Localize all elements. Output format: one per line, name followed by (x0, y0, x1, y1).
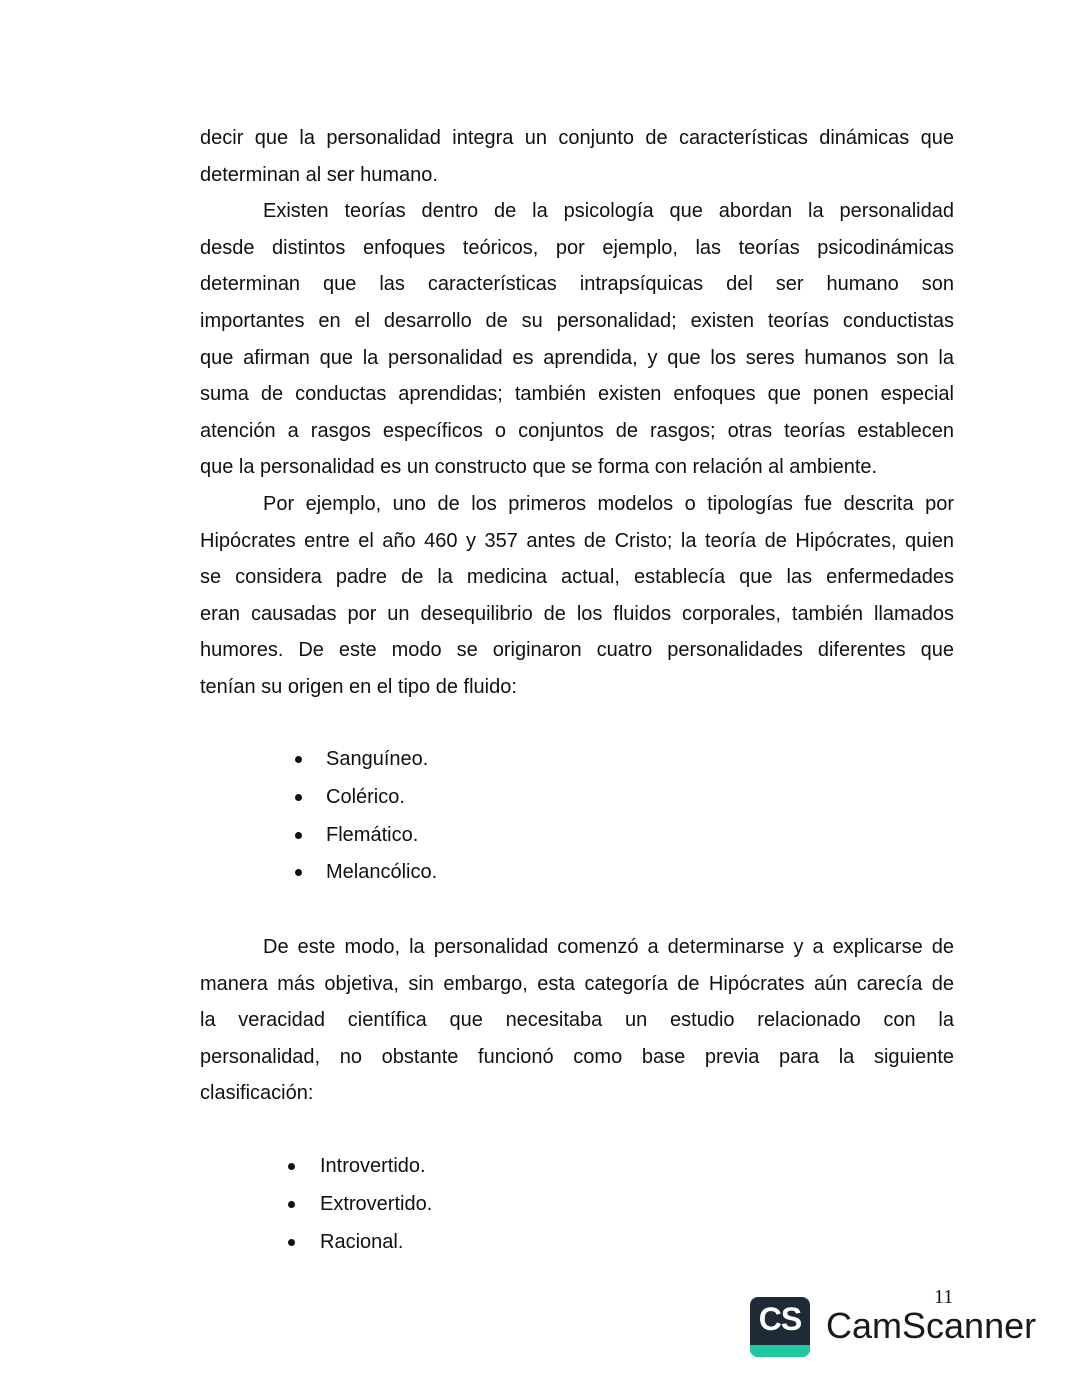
paragraph-line: tenían su origen en el tipo de fluido: (200, 675, 517, 698)
list-item (292, 1148, 432, 1186)
paragraph-line: la veracidad científica que necesitaba un estudio relacionado con la (200, 1009, 954, 1032)
paragraph-line: humores. De este modo se originaron cuatro personalidades diferentes que (200, 639, 954, 662)
list-item-label: Flemático. (326, 823, 419, 846)
list-item (299, 779, 437, 817)
paragraph-line: Por ejemplo, uno de los primeros modelos o tipologías fue descrita por (263, 492, 954, 515)
paragraph-line: decir que la personalidad integra un conjunto de características dinámicas que (200, 127, 954, 149)
logo-accent-bar (750, 1345, 810, 1357)
paragraph-line: personalidad, no obstante funcionó como base previa para la siguiente (200, 1045, 954, 1068)
list-item-label: Melancólico. (326, 861, 438, 884)
text-middle (200, 929, 954, 1112)
bullet-icon (288, 1163, 295, 1170)
bullet-icon (295, 832, 302, 839)
list-item (299, 741, 437, 779)
paragraph-line: clasificación: (200, 1082, 314, 1105)
bullet-icon (295, 794, 302, 801)
list-item-label: Introvertido. (320, 1155, 426, 1177)
text-top (200, 120, 954, 706)
list-item (292, 1224, 432, 1262)
paragraph-line: importantes en el desarrollo de su personalidad; existen teorías conductistas (200, 309, 954, 332)
paragraph-line: atención a rasgos específicos o conjuntos de rasgos; otras teorías establecen (200, 419, 954, 442)
bullet-icon (295, 756, 302, 763)
list-item (292, 1186, 432, 1224)
list-item-label: Extrovertido. (320, 1192, 433, 1215)
humores-list (299, 741, 437, 892)
list-item-label: Sanguíneo. (326, 748, 429, 770)
paragraph-line: que afirman que la personalidad es aprendida, y que los seres humanos son la (200, 346, 954, 369)
camscanner-brand: CamScanner (826, 1305, 1037, 1346)
page-number: 11 (934, 1286, 954, 1308)
paragraph-line: determinan al ser humano. (200, 163, 438, 186)
list-item (299, 854, 437, 892)
paragraph-line: De este modo, la personalidad comenzó a determinarse y a explicarse de (263, 936, 954, 958)
list-item-label: Racional. (320, 1230, 404, 1253)
paragraph-line: se considera padre de la medicina actual, establecía que las enfermedades (200, 566, 954, 589)
paragraph-line: desde distintos enfoques teóricos, por ejemplo, las teorías psicodinámicas (200, 236, 954, 259)
list-item-label: Colérico. (326, 785, 405, 808)
clasificacion-list (292, 1148, 432, 1261)
paragraph-line: Hipócrates entre el año 460 y 357 antes de Cristo; la teoría de Hipócrates, quien (200, 529, 954, 552)
paragraph-line: manera más objetiva, sin embargo, esta categoría de Hipócrates aún carecía de (200, 972, 954, 995)
bullet-icon (288, 1201, 295, 1208)
paragraph-line: eran causadas por un desequilibrio de los fluidos corporales, también llamados (200, 602, 954, 625)
logo-text: CS (758, 1301, 802, 1337)
paragraph-line: determinan que las características intrapsíquicas del ser humano son (200, 273, 954, 296)
paragraph-line: Existen teorías dentro de la psicología que abordan la personalidad (263, 200, 954, 223)
camscanner-logo-icon (750, 1297, 810, 1357)
bullet-icon (288, 1239, 295, 1246)
list-item (299, 817, 437, 855)
paragraph-line: que la personalidad es un constructo que se forma con relación al ambiente. (200, 456, 878, 479)
bullet-icon (295, 869, 302, 876)
paragraph-line: suma de conductas aprendidas; también existen enfoques que ponen especial (200, 383, 954, 406)
